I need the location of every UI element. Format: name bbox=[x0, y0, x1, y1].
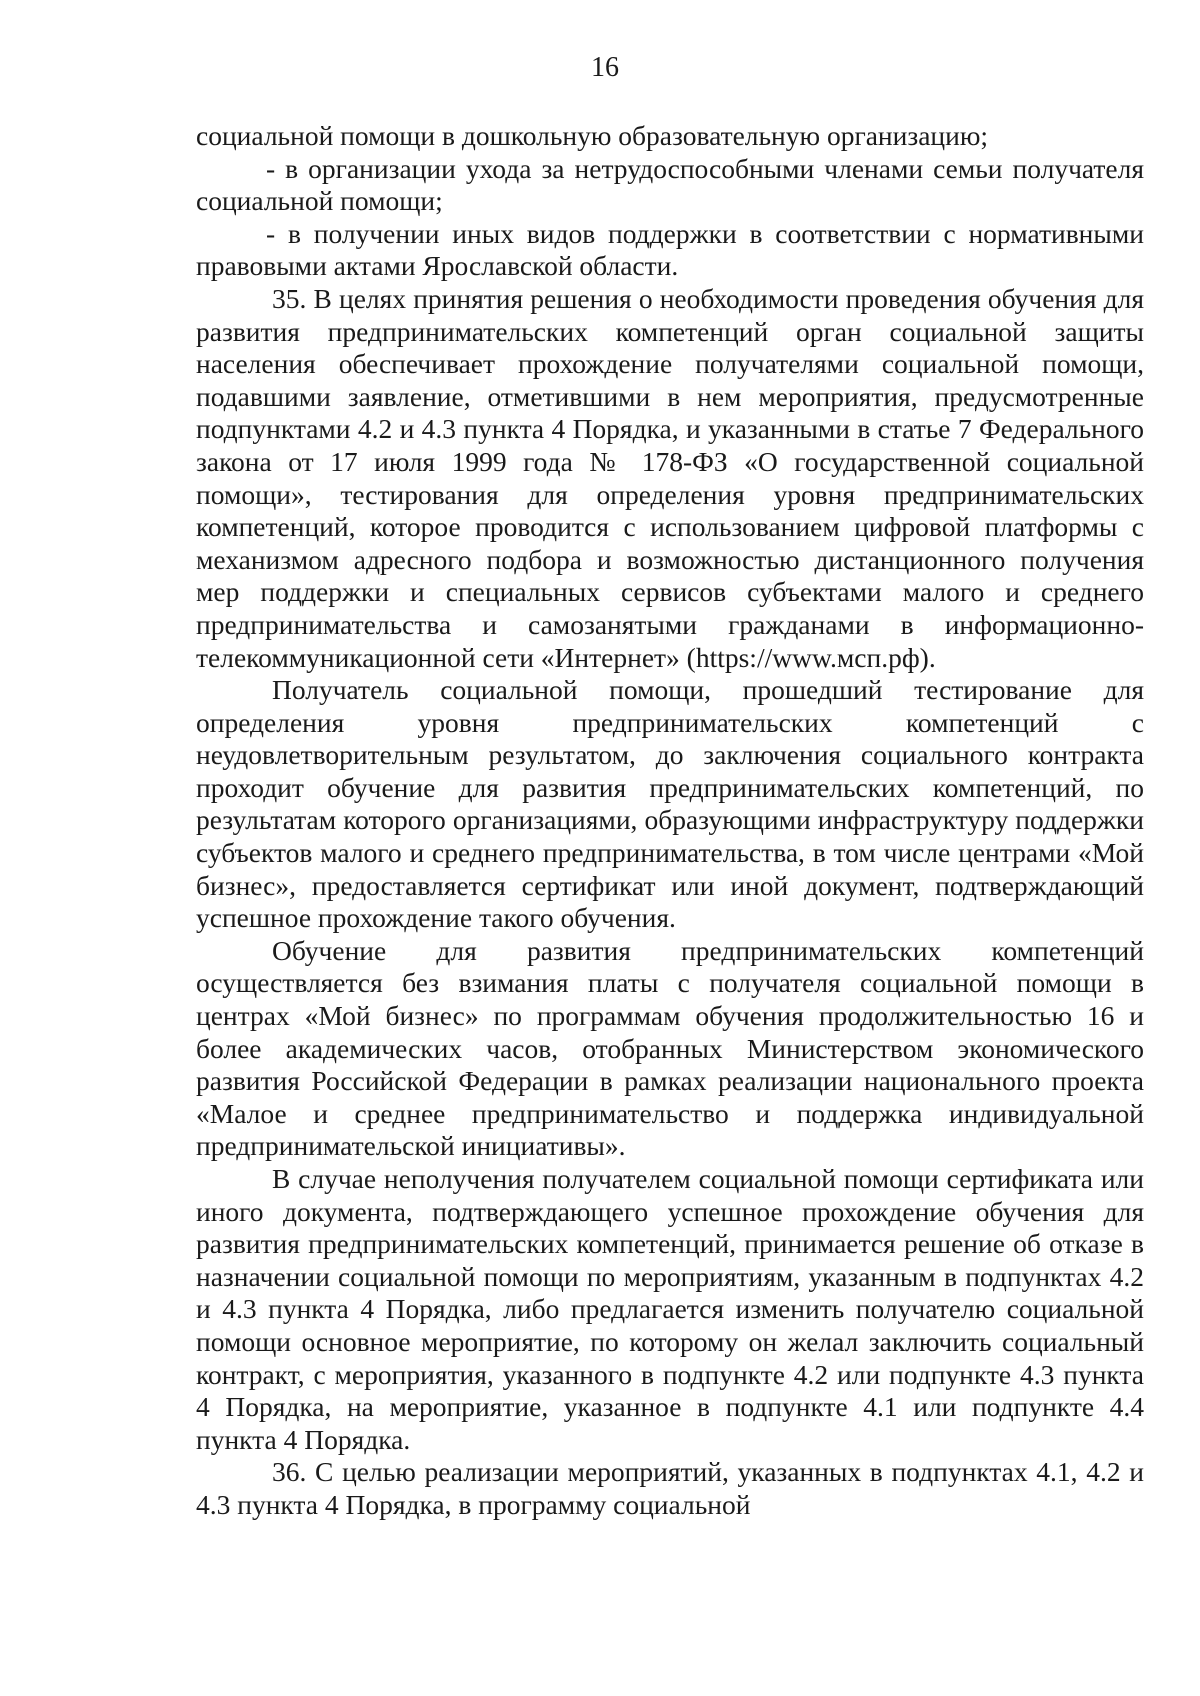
page-number: 16 bbox=[591, 52, 619, 83]
paragraph-35: 35. В целях принятия решения о необходимости проведения обучения для развития предпринимательских компетенций орган социальной защиты населения обеспечивает прохождение получателями социальной помощи, подавшими заявление, отметившими в нем мероприятия, предусмотренные подпунктами 4.2 и 4.3 пункта 4 Порядка, и указанными в статье 7 Федерального закона от 17 июля 1999 года № 178-ФЗ «О государственной социальной помощи», тестирования для определения уровня предпринимательских компетенций, которое проводится с использованием цифровой платформы с механизмом адресного подбора и возможностью дистанционного получения мер поддержки и специальных сервисов субъектами малого и среднего предпринимательства и самозанятыми гражданами в информационно-телекоммуникационной сети «Интернет» (https://www.мсп.рф). bbox=[196, 282, 1144, 673]
paragraph-training: Обучение для развития предпринимательских компетенций осуществляется без взимания платы с получателя социальной помощи в центрах «Мой бизнес» по программам обучения продолжительностью 16 и более академических часов, отобранных Министерством экономического развития Российской Федерации в рамках реализации национального проекта «Малое и среднее предпринимательство и поддержка индивидуальной предпринимательской инициативы». bbox=[196, 934, 1144, 1162]
paragraph-recipient-testing: Получатель социальной помощи, прошедший тестирование для определения уровня предпринимательских компетенций с неудовлетворительным результатом, до заключения социального контракта проходит обучение для развития предпринимательских компетенций, по результатам которого организациями, образующими инфраструктуру поддержки субъектов малого и среднего предпринимательства, в том числе центрами «Мой бизнес», предоставляется сертификат или иной документ, подтверждающий успешное прохождение такого обучения. bbox=[196, 674, 1144, 934]
paragraph-refusal: В случае неполучения получателем социальной помощи сертификата или иного документа, подтверждающего успешное прохождение обучения для развития предпринимательских компетенций, принимается решение об отказе в назначении социальной помощи по мероприятиям, указанным в подпунктах 4.2 и 4.3 пункта 4 Порядка, либо предлагается изменить получателю социальной помощи основное мероприятие, по которому он желал заключить социальный контракт, с мероприятия, указанного в подпункте 4.2 или подпункте 4.3 пункта 4 Порядка, на мероприятие, указанное в подпункте 4.1 или подпункте 4.4 пункта 4 Порядка. bbox=[196, 1163, 1144, 1455]
paragraph-continuation: социальной помощи в дошкольную образовательную организацию; bbox=[196, 120, 989, 151]
list-item-other-support: - в получении иных видов поддержки в соответствии с нормативными правовыми актами Ярославской области. bbox=[196, 217, 1144, 282]
document-body bbox=[196, 120, 1144, 1522]
list-item-care: - в организации ухода за нетрудоспособными членами семьи получателя социальной помощи; bbox=[196, 152, 1144, 217]
paragraph-36: 36. С целью реализации мероприятий, указанных в подпунктах 4.1, 4.2 и 4.3 пункта 4 Порядка, в программу социальной bbox=[196, 1456, 1144, 1520]
